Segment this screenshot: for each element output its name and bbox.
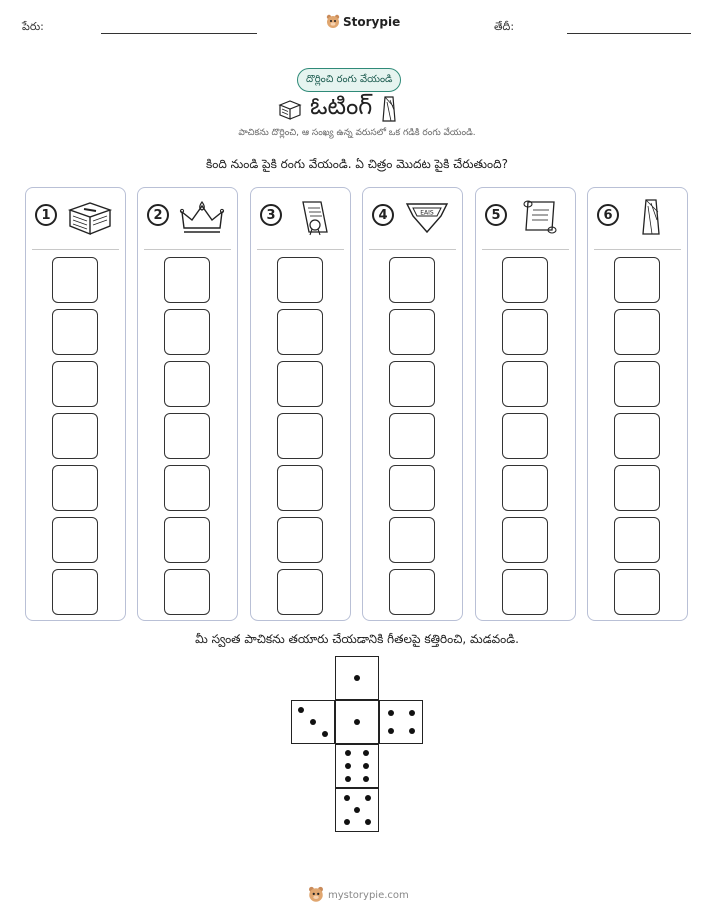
color-box[interactable]	[389, 361, 435, 407]
die-face-six	[335, 744, 379, 788]
column-number: 4	[372, 204, 394, 226]
color-box[interactable]	[502, 413, 548, 459]
title-row	[278, 92, 398, 126]
column-number: 2	[147, 204, 169, 226]
column-number: 5	[485, 204, 507, 226]
ballot-box-icon	[66, 198, 114, 236]
question: కింది నుండి పైకి రంగు వేయండి. ఏ చిత్రం మొదట పైకి చేరుతుంది?	[206, 157, 508, 171]
color-box[interactable]	[389, 569, 435, 615]
color-box[interactable]	[389, 309, 435, 355]
die-pip	[388, 728, 394, 734]
column-divider	[482, 249, 569, 250]
die-pip	[345, 750, 351, 756]
die-pip	[365, 819, 371, 825]
die-pip	[322, 731, 328, 737]
column-3	[250, 187, 351, 621]
color-box[interactable]	[389, 517, 435, 563]
die-face-four	[379, 700, 423, 744]
activity-badge: దొర్లించి రంగు వేయండి	[297, 68, 401, 92]
color-box[interactable]	[614, 569, 660, 615]
color-box[interactable]	[164, 309, 210, 355]
color-box[interactable]	[52, 413, 98, 459]
certificate-scroll-icon	[291, 198, 339, 236]
color-box[interactable]	[164, 361, 210, 407]
color-box[interactable]	[52, 257, 98, 303]
color-box[interactable]	[389, 465, 435, 511]
die-pip	[409, 710, 415, 716]
date-line[interactable]	[567, 33, 691, 34]
color-box[interactable]	[502, 465, 548, 511]
column-4	[362, 187, 463, 621]
color-box[interactable]	[277, 413, 323, 459]
die-pip	[345, 776, 351, 782]
column-divider	[144, 249, 231, 250]
color-box[interactable]	[389, 257, 435, 303]
color-box[interactable]	[52, 309, 98, 355]
column-number: 1	[35, 204, 57, 226]
color-box[interactable]	[52, 361, 98, 407]
column-divider	[594, 249, 681, 250]
color-box[interactable]	[277, 465, 323, 511]
cut-instruction: మీ స్వంత పాచికను తయారు చేయడానికి గీతలపై కత్తిరించి, మడవండి.	[195, 632, 519, 646]
brand-logo	[326, 14, 400, 30]
subtitle: పాచికను దొర్లించి, ఆ సంఖ్య ఉన్న వరుసలో ఒక గడికి రంగు వేయండి.	[238, 128, 476, 138]
footer	[308, 886, 409, 904]
bear-icon	[326, 14, 340, 30]
die-pip	[365, 795, 371, 801]
ballot-paper-icon	[403, 198, 451, 236]
die-face-one-center	[335, 700, 379, 744]
color-box[interactable]	[502, 257, 548, 303]
color-box[interactable]	[164, 517, 210, 563]
die-pip	[354, 675, 360, 681]
toga-icon	[628, 198, 676, 236]
color-box[interactable]	[52, 517, 98, 563]
name-label: పేరు:	[22, 20, 44, 33]
color-box[interactable]	[614, 361, 660, 407]
color-box[interactable]	[614, 465, 660, 511]
footer-url: mystorypie.com	[328, 889, 409, 901]
color-box[interactable]	[614, 257, 660, 303]
color-box[interactable]	[277, 257, 323, 303]
die-pip	[363, 763, 369, 769]
die-pip	[388, 710, 394, 716]
color-box[interactable]	[502, 517, 548, 563]
column-divider	[32, 249, 119, 250]
color-box[interactable]	[614, 413, 660, 459]
die-pip	[345, 763, 351, 769]
die-pip	[298, 707, 304, 713]
die-face-one	[335, 656, 379, 700]
column-number: 6	[597, 204, 619, 226]
bear-icon	[308, 886, 324, 904]
color-box[interactable]	[164, 257, 210, 303]
page-title: ఓటింగ్	[310, 92, 373, 120]
die-pip	[344, 795, 350, 801]
color-box[interactable]	[389, 413, 435, 459]
crown-icon	[178, 198, 226, 236]
brand-name: Storypie	[343, 15, 401, 29]
color-box[interactable]	[277, 309, 323, 355]
die-pip	[354, 719, 360, 725]
column-6	[587, 187, 688, 621]
color-box[interactable]	[164, 569, 210, 615]
date-label: తేదీ:	[494, 20, 515, 33]
die-face-three	[291, 700, 335, 744]
die-pip	[363, 776, 369, 782]
toga-icon	[380, 96, 398, 122]
color-box[interactable]	[502, 361, 548, 407]
die-face-five	[335, 788, 379, 832]
column-divider	[369, 249, 456, 250]
color-box[interactable]	[502, 569, 548, 615]
die-pip	[344, 819, 350, 825]
color-box[interactable]	[502, 309, 548, 355]
column-5	[475, 187, 576, 621]
parchment-scroll-icon	[516, 198, 564, 236]
die-pip	[354, 807, 360, 813]
column-number: 3	[260, 204, 282, 226]
column-divider	[257, 249, 344, 250]
color-box[interactable]	[52, 569, 98, 615]
color-box[interactable]	[614, 309, 660, 355]
name-line[interactable]	[101, 33, 257, 34]
color-box[interactable]	[277, 361, 323, 407]
column-2	[137, 187, 238, 621]
svg-text:EAIS: EAIS	[420, 209, 434, 217]
ballot-box-icon	[278, 97, 302, 121]
color-box[interactable]	[164, 465, 210, 511]
die-pip	[409, 728, 415, 734]
color-box[interactable]	[614, 517, 660, 563]
die-pip	[310, 719, 316, 725]
column-1	[25, 187, 126, 621]
color-box[interactable]	[164, 413, 210, 459]
die-pip	[363, 750, 369, 756]
color-box[interactable]	[277, 569, 323, 615]
color-box[interactable]	[277, 517, 323, 563]
color-box[interactable]	[52, 465, 98, 511]
